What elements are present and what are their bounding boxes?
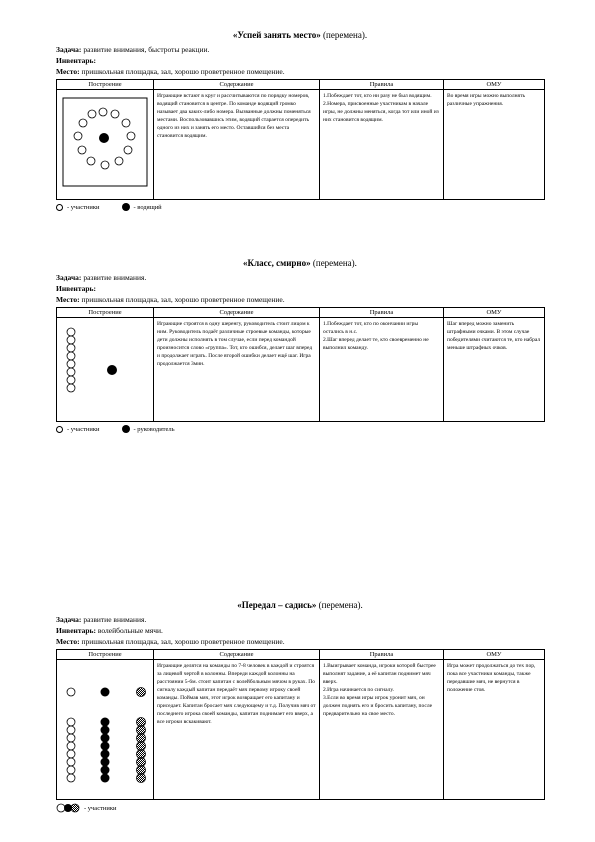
game-section-2 bbox=[56, 258, 544, 433]
leader-icon bbox=[99, 133, 109, 143]
section-title: «Класс, смирно» (перемена). bbox=[243, 258, 357, 268]
section-title: «Передал – садись» (перемена). bbox=[237, 600, 363, 610]
legend bbox=[56, 425, 544, 433]
place-line: Место: пришкольная площадка, зал, хорошо проветренное помещение. bbox=[56, 295, 285, 304]
participant-icon bbox=[122, 119, 130, 127]
omu-cell: Шаг вперед можно заменить штрафными очками. В этом случае победителями считаются те, кто набрал меньше штрафных очков. bbox=[444, 318, 545, 422]
legend-label: - участники bbox=[67, 425, 100, 433]
participant-icon bbox=[101, 726, 110, 735]
participant-icon bbox=[101, 718, 110, 727]
inventory-line: Инвентарь: волейбольные мячи. bbox=[56, 626, 163, 635]
content-cell: Играющие строятся в одну шеренгу, руководитель стоит лицом к ним. Руководитель подаёт различные строевые команды, которые дети должны исполнять в том случае, если перед командой произносится слово «группа». Тот, кто ошибся, делает шаг вперед и продолжает играть. После второй ошибки делает ещё шаг. Игра продолжается 3мин. bbox=[154, 318, 320, 422]
participant-icon bbox=[67, 734, 75, 742]
participant-icon bbox=[111, 110, 119, 118]
inventory-line: Инвентарь: bbox=[56, 284, 97, 293]
captain-icon bbox=[137, 688, 146, 697]
construction-cell bbox=[57, 318, 154, 422]
game-table bbox=[56, 649, 545, 800]
participant-icon bbox=[67, 352, 75, 360]
header-construction: Построение bbox=[57, 650, 154, 660]
circle-formation-diagram bbox=[61, 94, 151, 194]
participant-icon bbox=[67, 774, 75, 782]
participant-icon bbox=[67, 376, 75, 384]
participant-icon bbox=[124, 146, 132, 154]
participant-icon bbox=[67, 742, 75, 750]
participant-icon bbox=[56, 204, 63, 211]
participant-icon bbox=[101, 774, 110, 783]
header-content: Содержание bbox=[154, 650, 320, 660]
captain-icon bbox=[67, 688, 75, 696]
task-line: Задача: развитие внимания. bbox=[56, 615, 147, 624]
participant-icon bbox=[79, 119, 87, 127]
participant-icon bbox=[127, 132, 135, 140]
participant-icon bbox=[67, 344, 75, 352]
participant-icon bbox=[67, 368, 75, 376]
header-rules: Правила bbox=[320, 650, 444, 660]
rules-cell: 1.Выигрывает команда, игроки которой быстрее выполнят задание, а её капитан поднимет мяч вверх. 2.Игра начинается по сигналу. 3.Если во время игры игрок уронит мяч, он должен поднять его и бросить капитану, после предварительно на свое место. bbox=[320, 660, 444, 800]
task-line: Задача: развитие внимания. bbox=[56, 273, 147, 282]
header-content: Содержание bbox=[154, 308, 320, 318]
omu-cell: Во время игры можно выполнять различные упражнения. bbox=[444, 90, 545, 200]
section-title: «Успей занять место» (перемена). bbox=[232, 30, 368, 40]
participant-icon bbox=[87, 157, 95, 165]
header-rules: Правила bbox=[320, 80, 444, 90]
construction-cell bbox=[57, 90, 154, 200]
content-cell: Играющие встают в круг и рассчитываются по порядку номеров, водящий становится в центре. По команде водящий громко называет два каких-либо номера. Вызванные должны поменяться местами. Воспользовавшись этим, водящий старается опередить одного из них и занять его место. Оставшийся без места становится водящим. bbox=[154, 90, 320, 200]
participant-icon bbox=[67, 750, 75, 758]
construction-cell bbox=[57, 660, 154, 800]
game-table bbox=[56, 79, 545, 200]
participant-icon bbox=[67, 758, 75, 766]
participant-icon bbox=[101, 742, 110, 751]
captain-icon bbox=[101, 688, 110, 697]
legend bbox=[56, 803, 544, 813]
rules-cell: 1.Побеждает тот, кто ни разу не был водящим. 2.Номера, присвоенные участникам в начале игры, не должны меняться, когда тот или иной из них становится водящим. bbox=[320, 90, 444, 200]
participant-icon bbox=[101, 750, 110, 759]
participant-icon bbox=[99, 108, 107, 116]
participant-icon bbox=[78, 146, 86, 154]
legend bbox=[56, 203, 544, 211]
participant-icon bbox=[115, 157, 123, 165]
rules-cell: 1.Побеждает тот, кто по окончании игры остались в н.с. 2.Шаг вперед делает те, кто своевременно не выполнил команду. bbox=[320, 318, 444, 422]
participant-icon bbox=[67, 384, 75, 392]
header-omu: ОМУ bbox=[444, 650, 545, 660]
header-omu: ОМУ bbox=[444, 80, 545, 90]
participant-icon bbox=[101, 758, 110, 767]
header-content: Содержание bbox=[154, 80, 320, 90]
legend-label: - водящий bbox=[133, 203, 162, 211]
participant-icon bbox=[74, 132, 82, 140]
place-line: Место: пришкольная площадка, зал, хорошо проветренное помещение. bbox=[56, 637, 285, 646]
participant-icon bbox=[67, 766, 75, 774]
participant-icon bbox=[67, 726, 75, 734]
header-omu: ОМУ bbox=[444, 308, 545, 318]
participant-icon bbox=[67, 336, 75, 344]
leader-icon bbox=[122, 203, 130, 211]
leader-icon bbox=[107, 365, 117, 375]
task-line: Задача: развитие внимания, быстроты реакции. bbox=[56, 45, 210, 54]
game-section-1 bbox=[56, 30, 544, 211]
header-construction: Построение bbox=[57, 80, 154, 90]
participant-icon bbox=[56, 426, 63, 433]
columns-formation-diagram bbox=[61, 664, 151, 796]
participant-icon bbox=[67, 328, 75, 336]
participant-icon bbox=[101, 161, 109, 169]
game-table bbox=[56, 307, 545, 422]
participant-icon bbox=[67, 718, 75, 726]
legend-label: - руководитель bbox=[133, 425, 175, 433]
omu-cell: Игра может продолжаться до тех пор, пока все участники команды, также передавшие мяч, не вернутся в положение стоя. bbox=[444, 660, 545, 800]
line-formation-diagram bbox=[61, 322, 151, 402]
legend-label: - участники bbox=[84, 804, 117, 812]
participants-mixed-icon bbox=[56, 803, 80, 813]
participant-icon bbox=[101, 766, 110, 775]
inventory-line: Инвентарь: bbox=[56, 56, 97, 65]
participant-icon bbox=[88, 110, 96, 118]
game-section-3 bbox=[56, 600, 544, 813]
leader-icon bbox=[122, 425, 130, 433]
participant-icon bbox=[137, 774, 146, 783]
participant-icon bbox=[101, 734, 110, 743]
place-line: Место: пришкольная площадка, зал, хорошо проветренное помещение. bbox=[56, 67, 285, 76]
header-construction: Построение bbox=[57, 308, 154, 318]
legend-label: - участники bbox=[67, 203, 100, 211]
content-cell: Играющие делятся на команды по 7-8 человек в каждой и строятся за лицевой чертой в колонны. Впереди каждой колонны на расстоянии 5-6м. стоит капитан с волейбольным мячом в руках. По сигналу каждый капитан передаёт мяч первому игроку своей команды. Поймав мяч, этот игрок возвращает его капитану и приседает. Капитан бросает мяч следующему и т.д. Получив мяч от последнего игрока своей команды, капитан поднимает его вверх, а все игроки вскакивают. bbox=[154, 660, 320, 800]
participant-icon bbox=[67, 360, 75, 368]
header-rules: Правила bbox=[320, 308, 444, 318]
